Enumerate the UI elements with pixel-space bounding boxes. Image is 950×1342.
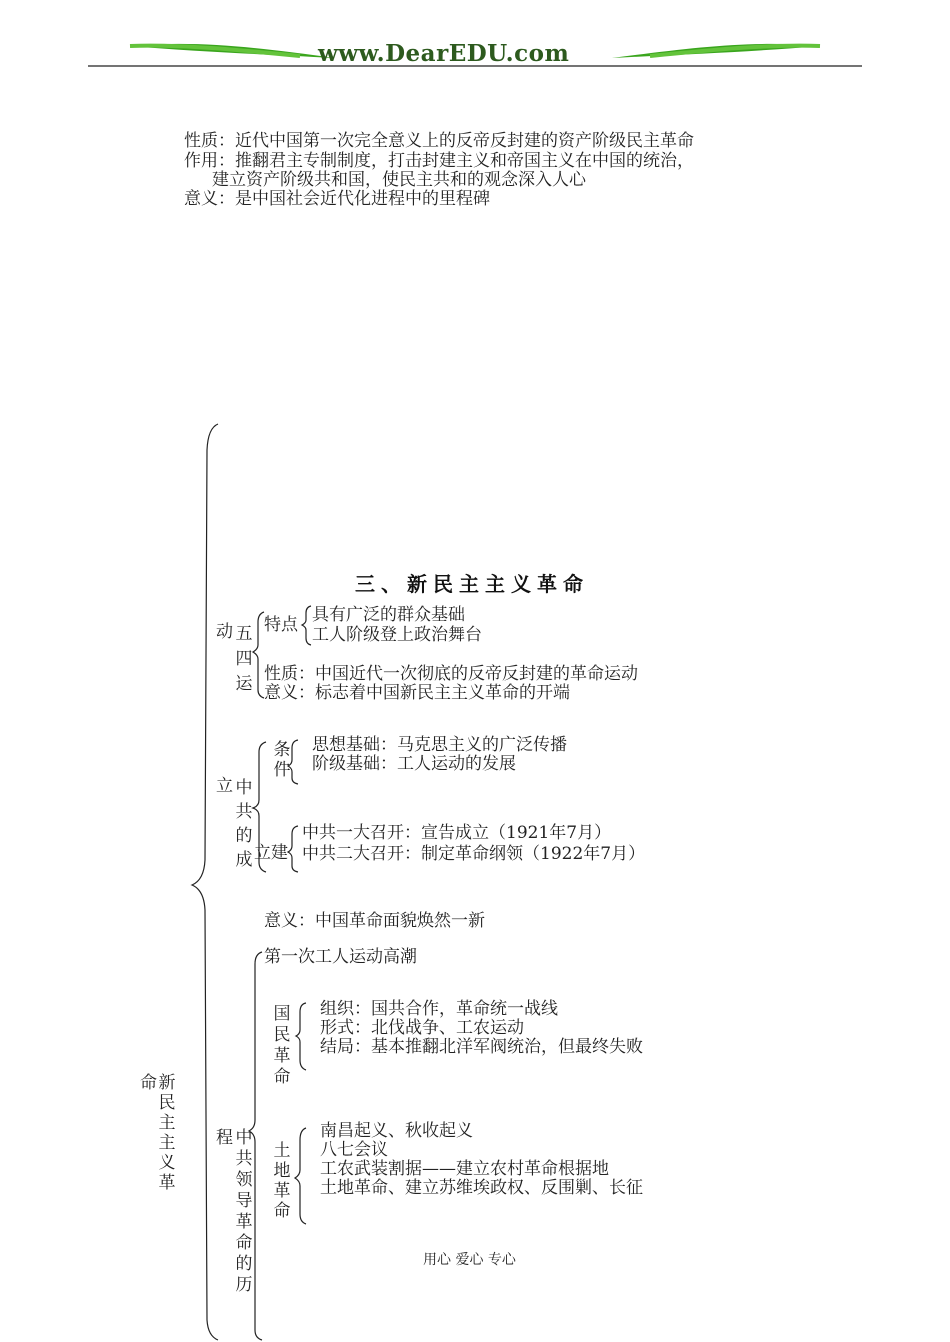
cpc-founding-label-first: 立 <box>216 776 233 796</box>
cpc-leadership-label-first: 程 <box>216 1128 233 1148</box>
may4-brace <box>253 612 264 698</box>
intro-nature: 性质：近代中国第一次完全意义上的反帝反封建的资产阶级民主革命 <box>184 131 694 151</box>
may4-meaning: 意义：标志着中国新民主主义革命的开端 <box>264 683 570 703</box>
intro-effect: 作用：推翻君主专制制度，打击封建主义和帝国主义在中国的统治， <box>184 151 694 171</box>
root-brace <box>192 424 218 1340</box>
national-rev-label: 国民革命 <box>273 1004 291 1087</box>
section-title: 三、新民主主义革命 <box>355 572 589 596</box>
features-brace <box>302 606 311 645</box>
cpc-leadership-label-vertical: 中共领导革命的历 <box>235 1128 253 1295</box>
land-rev-3: 工农武装割据——建立农村革命根据地 <box>320 1159 609 1179</box>
may4-label-vertical: 五四运 <box>235 624 253 694</box>
conditions-label: 条件 <box>273 740 291 780</box>
land-rev-label: 土地革命 <box>273 1141 291 1221</box>
may4-feature-1: 具有广泛的群众基础 <box>312 605 465 625</box>
land-rev-4: 土地革命、建立苏维埃政权、反围剿、长征 <box>320 1178 643 1198</box>
national-rev-2: 形式：北伐战争、工农运动 <box>320 1018 524 1038</box>
cpc-founding-meaning: 意义：中国革命面貌焕然一新 <box>264 911 485 931</box>
condition-2: 阶级基础：工人运动的发展 <box>312 754 516 774</box>
root-label-first: 命 <box>140 1073 157 1093</box>
land-rev-1: 南昌起义、秋收起义 <box>320 1121 473 1141</box>
may4-feature-2: 工人阶级登上政治舞台 <box>312 625 482 645</box>
site-logo-text: www.DearEDU.com <box>318 40 570 67</box>
establish-2: 中共二大召开：制定革命纲领（1922年7月） <box>302 844 646 864</box>
national-rev-1: 组织：国共合作，革命统一战线 <box>320 999 558 1019</box>
may4-nature: 性质：中国近代一次彻底的反帝反封建的革命运动 <box>264 664 638 684</box>
condition-1: 思想基础：马克思主义的广泛传播 <box>312 735 567 755</box>
national-rev-brace <box>296 1003 306 1070</box>
may4-features-label: 特点 <box>264 615 298 635</box>
footer-text: 用心 爱心 专心 <box>423 1252 516 1268</box>
first-labor-movement: 第一次工人运动高潮 <box>264 947 417 967</box>
establish-1: 中共一大召开：宣告成立（1921年7月） <box>302 823 612 843</box>
establish-brace <box>288 826 298 872</box>
land-rev-2: 八七会议 <box>320 1140 388 1160</box>
cpc-founding-label-vertical: 中共的成 <box>235 778 253 870</box>
root-label-vertical: 新民主主义革 <box>158 1073 176 1193</box>
national-rev-3: 结局：基本推翻北洋军阀统治，但最终失败 <box>320 1037 643 1057</box>
land-rev-brace <box>295 1128 306 1224</box>
establish-label: 立建 <box>254 843 288 863</box>
intro-effect-cont: 建立资产阶级共和国，使民主共和的观念深入人心 <box>212 170 586 190</box>
may4-label-first: 动 <box>216 622 233 642</box>
intro-meaning: 意义：是中国社会近代化进程中的里程碑 <box>184 189 490 209</box>
